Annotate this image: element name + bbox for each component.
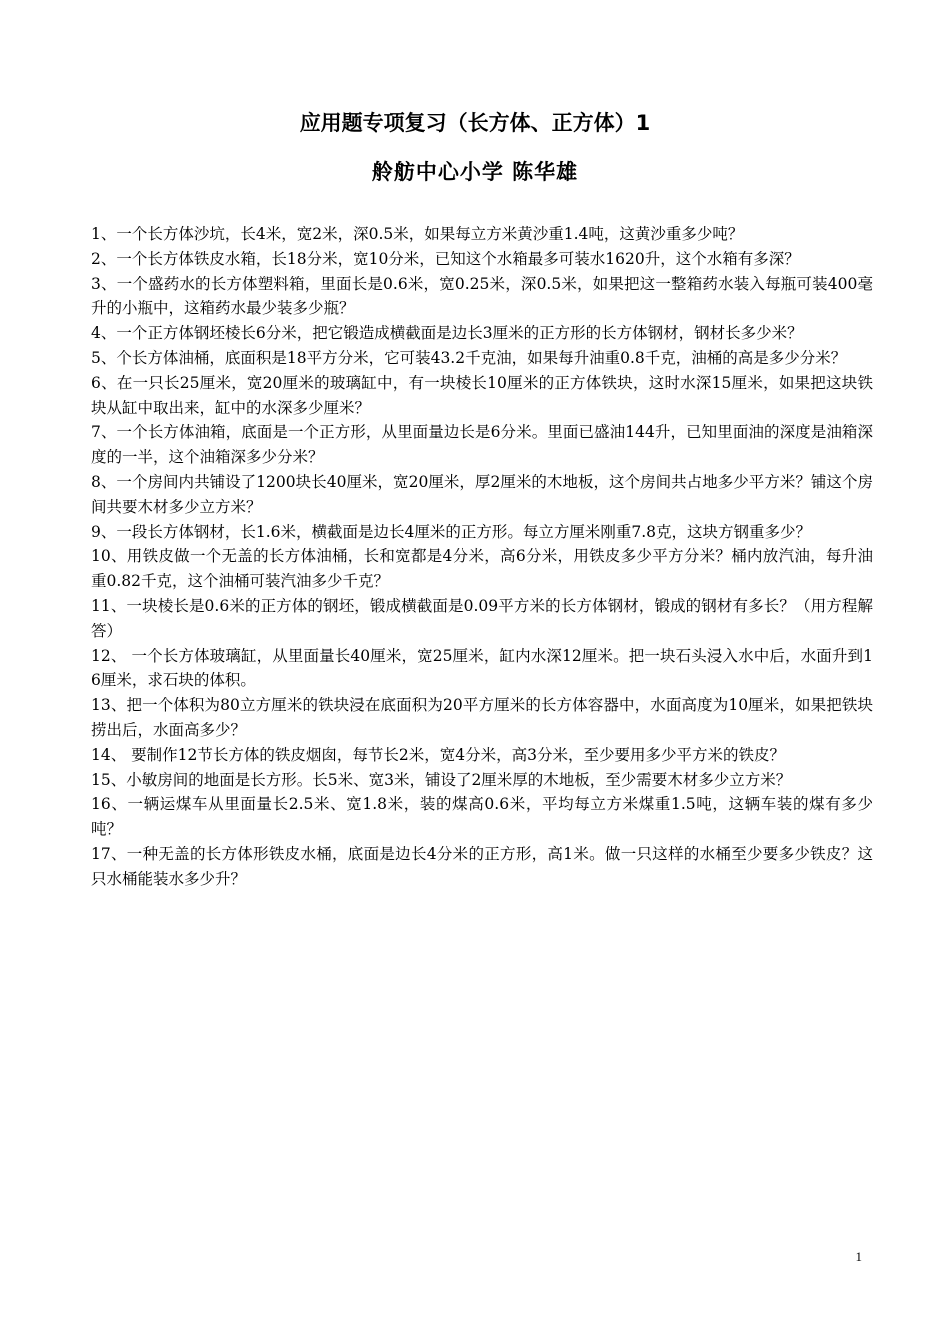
author-line: 舲舫中心小学 陈华雄	[371, 160, 579, 184]
question-item: 15、小敏房间的地面是长方形。长5米、宽3米，铺设了2厘米厚的木地板，至少需要木材多少立方米？	[91, 770, 792, 789]
question-item: 2、一个长方体铁皮水箱，长18分米，宽10分米，已知这个水箱最多可装水1620升，这个水箱有多深？	[91, 249, 800, 268]
question-item: 17、一种无盖的长方体形铁皮水桶，底面是边长4分米的正方形，高1米。做一只这样的水桶至少要多少铁皮？这只水桶能装水多少升？	[91, 844, 873, 888]
page-number: 1	[855, 1249, 862, 1264]
question-item: 12、 一个长方体玻璃缸，从里面量长40厘米，宽25厘米，缸内水深12厘米。把一块石头浸入水中后，水面升到16厘米，求石块的体积。	[91, 646, 873, 690]
question-item: 11、一块棱长是0.6米的正方体的钢坯，锻成横截面是0.09平方米的长方体钢材，锻成的钢材有多长？（用方程解答）	[91, 596, 873, 640]
question-item: 9、一段长方体钢材，长1.6米，横截面是边长4厘米的正方形。每立方厘米刚重7.8克，这块方钢重多少？	[91, 522, 812, 541]
question-list	[91, 222, 873, 892]
question-item: 10、用铁皮做一个无盖的长方体油桶，长和宽都是4分米，高6分米，用铁皮多少平方分米？桶内放汽油，每升油重0.82千克，这个油桶可装汽油多少千克？	[91, 547, 873, 591]
question-item: 6、在一只长25厘米，宽20厘米的玻璃缸中，有一块棱长10厘米的正方体铁块，这时水深15厘米，如果把这块铁块从缸中取出来，缸中的水深多少厘米？	[91, 373, 873, 417]
question-item: 7、一个长方体油箱，底面是一个正方形，从里面量边长是6分米。里面已盛油144升，已知里面油的深度是油箱深度的一半，这个油箱深多少分米？	[91, 423, 873, 467]
question-item: 4、一个正方体钢坯棱长6分米，把它锻造成横截面是边长3厘米的正方形的长方体钢材，钢材长多少米？	[91, 324, 803, 343]
question-item: 14、 要制作12节长方体的铁皮烟囱，每节长2米，宽4分米，高3分米，至少要用多少平方米的铁皮？	[91, 745, 785, 764]
page-title: 应用题专项复习（长方体、正方体）1	[299, 111, 651, 135]
question-item: 13、把一个体积为80立方厘米的铁块浸在底面积为20平方厘米的长方体容器中，水面高度为10厘米，如果把铁块捞出后，水面高多少？	[91, 696, 873, 739]
question-item: 16、一辆运煤车从里面量长2.5米、宽1.8米，装的煤高0.6米，平均每立方米煤重1.5吨，这辆车装的煤有多少吨？	[91, 795, 873, 839]
question-item: 1、一个长方体沙坑，长4米，宽2米，深0.5米，如果每立方米黄沙重1.4吨，这黄沙重多少吨？	[91, 225, 744, 243]
question-item: 5、个长方体油桶，底面积是18平方分米，它可装43.2千克油，如果每升油重0.8千克，油桶的高是多少分米？	[91, 348, 847, 367]
question-item: 3、一个盛药水的长方体塑料箱，里面长是0.6米，宽0.25米，深0.5米，如果把这一整箱药水装入每瓶可装400毫升的小瓶中，这箱药水最少装多少瓶？	[91, 274, 873, 318]
question-item: 8、一个房间内共铺设了1200块长40厘米，宽20厘米，厚2厘米的木地板，这个房间共占地多少平方米？铺这个房间共要木材多少立方米？	[91, 472, 873, 516]
